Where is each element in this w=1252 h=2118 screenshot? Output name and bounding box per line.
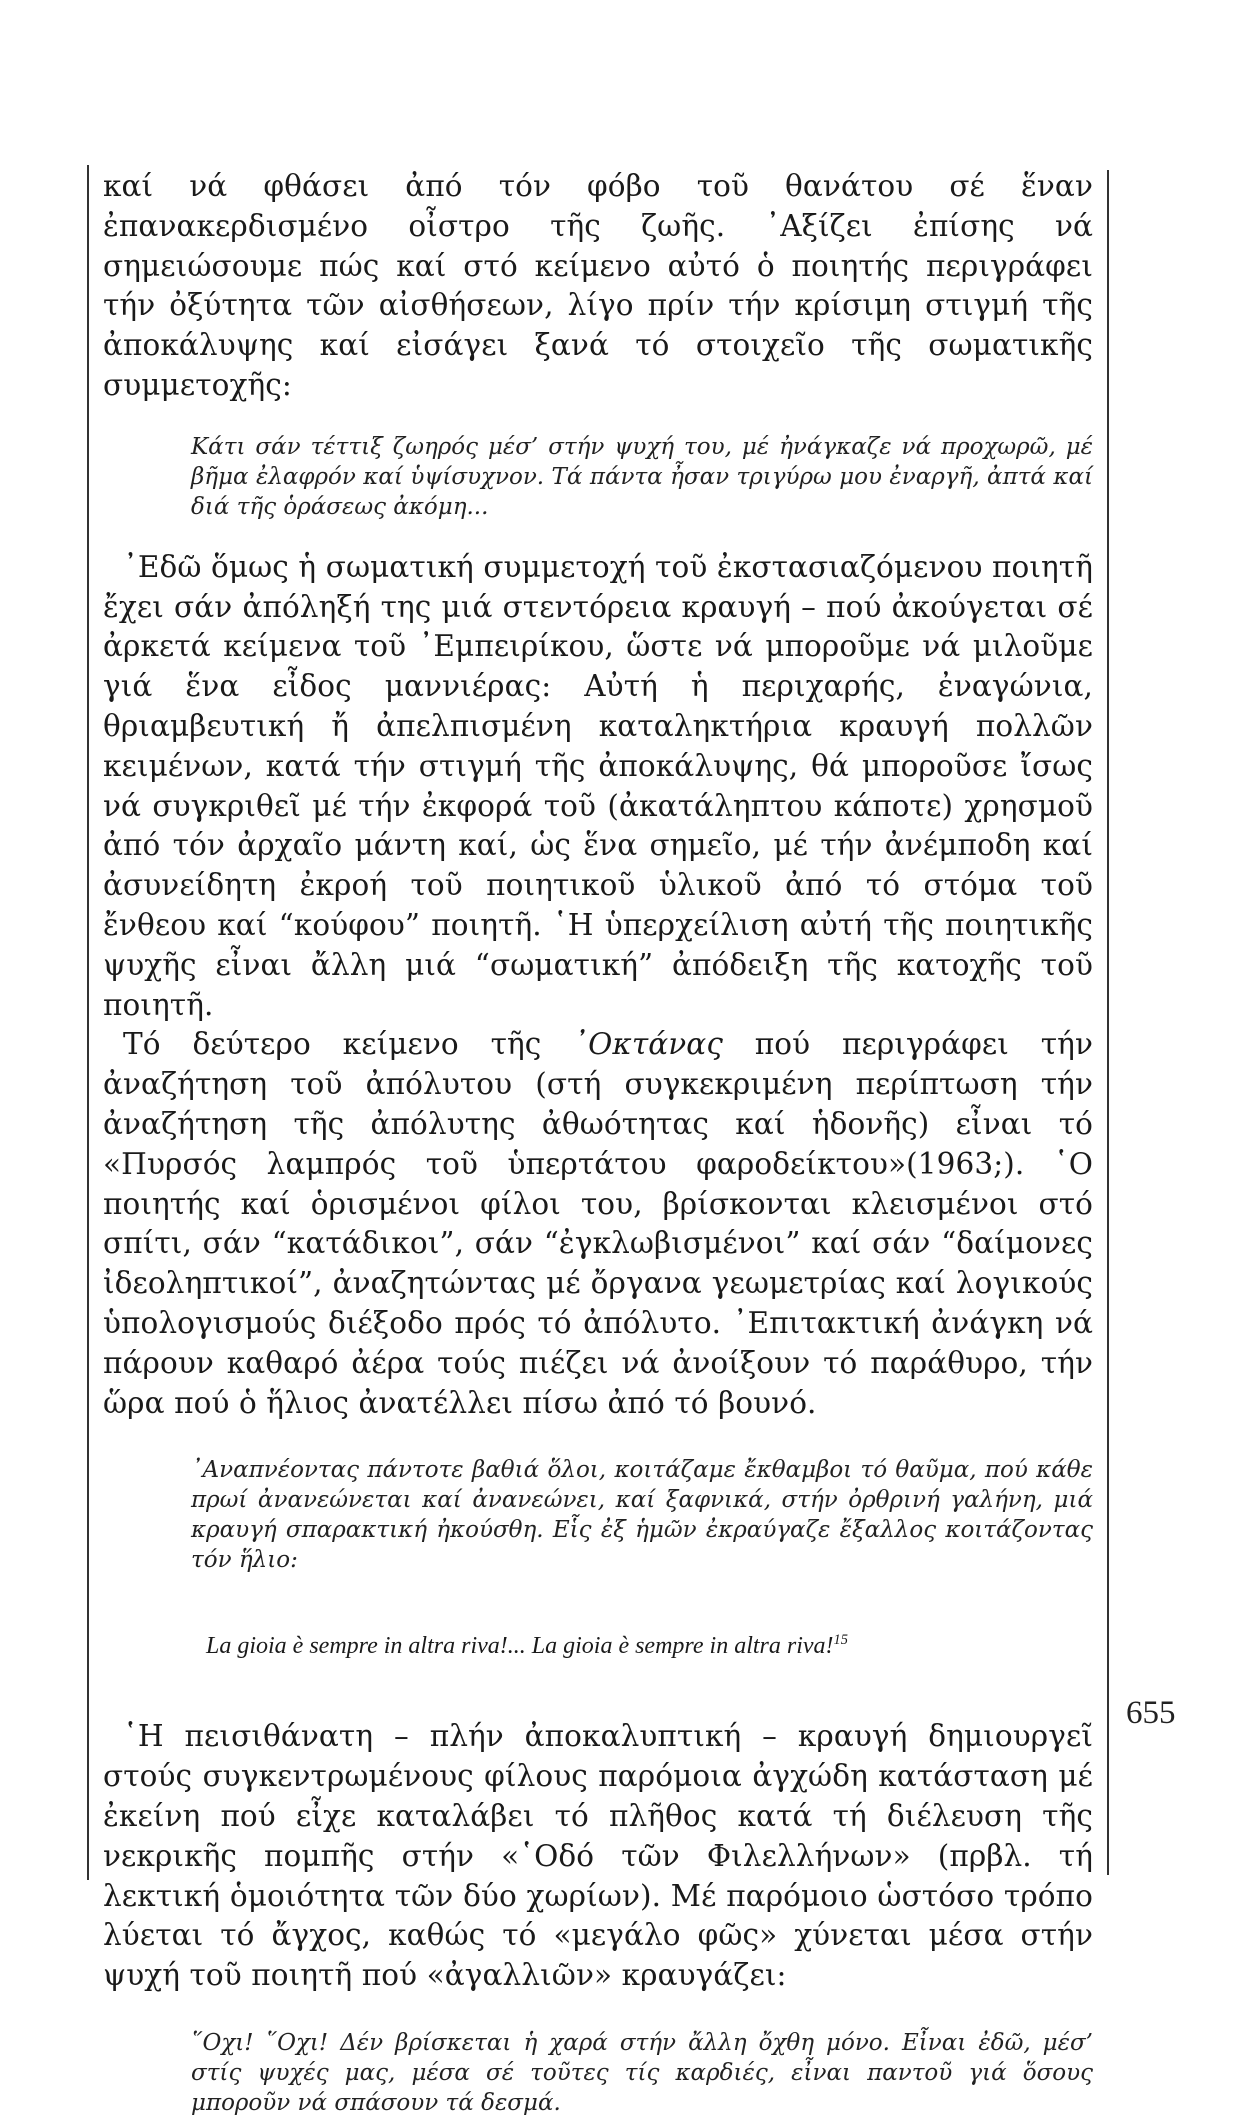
italian-quote: [206, 1625, 1093, 1661]
paragraph-1: καί νά φθάσει ἀπό τόν φόβο τοῦ θανάτου σέ ἕναν ἐπανακερδισμένο οἶστρο τῆς ζωῆς. ᾿Αξίζει ἐπίσης νά σημειώσουμε πώς καί στό κείμενο αὐτό ὁ ποιητής περιγράφει τήν ὀξύτητα τῶν αἰσθήσεων, λίγο πρίν τήν κρίσιμη στιγμή τῆς ἀποκάλυψης καί εἰσάγει ξανά τό στοιχεῖο τῆς σωματικῆς συμμετοχῆς:: [103, 169, 1093, 402]
quote-1: Κάτι σάν τέττιξ ζωηρός μέσ’ στήν ψυχή του, μέ ἠνάγκαζε νά προχωρῶ, μέ βῆμα ἐλαφρόν καί ὑψίσυχνον. Τά πάντα ἦσαν τριγύρω μου ἐναργῆ, ἀπτά καί διά τῆς ὁράσεως ἀκόμη...: [191, 433, 1093, 520]
page-number: 655: [1126, 1695, 1176, 1731]
paragraph-3-rest: πού περιγράφει τήν ἀναζήτηση τοῦ ἀπόλυτου (στή συγκεκριμένη περίπτωση τήν ἀναζήτηση τῆς ἀπόλυτης ἀθωότητας καί ἡδονῆς) εἶναι τό «Πυρσός λαμπρός τοῦ ὑπερτάτου φαροδείκτου»(1963;). ῾Ο ποιητής καί ὁρισμένοι φίλοι του, βρίσκονται κλεισμένοι στό σπίτι, σάν “κατάδικοι”, σάν “ἐγκλωβισμένοι” καί σάν “δαίμονες ἰδεοληπτικοί”, ἀναζητώντας μέ ὄργανα γεωμετρίας καί λογικούς ὑπολογισμούς διέξοδο πρός τό ἀπόλυτο. ᾿Επιτακτική ἀνάγκη νά πάρουν καθαρό ἀέρα τούς πιέζει νά ἀνοίξουν τό παράθυρο, τήν ὥρα πού ὁ ἥλιος ἀνατέλλει πίσω ἀπό τό βουνό.: [103, 1027, 1093, 1420]
paragraph-2: ᾿Εδῶ ὅμως ἡ σωματική συμμετοχή τοῦ ἐκστασιαζόμενου ποιητῆ ἔχει σάν ἀπόληξή της μιά στεντόρεια κραυγή – πού ἀκούγεται σέ ἀρκετά κείμενα τοῦ ᾿Εμπειρίκου, ὥστε νά μποροῦμε νά μιλοῦμε γιά ἕνα εἶδος μαννιέρας: Αὐτή ἡ περιχαρής, ἐναγώνια, θριαμβευτική ἤ ἀπελπισμένη καταληκτήρια κραυγή πολλῶν κειμένων, κατά τήν στιγμή τῆς ἀποκάλυψης, θά μποροῦσε ἴσως νά συγκριθεῖ μέ τήν ἐκφορά τοῦ (ἀκατάληπτου κάποτε) χρησμοῦ ἀπό τόν ἀρχαῖο μάντη καί, ὡς ἕνα σημεῖο, μέ τήν ἀνέμποδη καί ἀσυνείδητη ἐκροή τοῦ ποιητικοῦ ὑλικοῦ ἀπό τό στόμα τοῦ ἔνθεου καί “κούφου” ποιητῆ. ῾Η ὑπερχείλιση αὐτή τῆς ποιητικῆς ψυχῆς εἶναι ἄλλη μιά “σωματική” ἀπόδειξη τῆς κατοχῆς τοῦ ποιητῆ.: [103, 549, 1093, 1022]
italian-quote-text: La gioia è sempre in altra riva!... La gioia è sempre in altra riva!: [206, 1633, 834, 1660]
quote-3: ῞Οχι! ῞Οχι! Δέν βρίσκεται ἡ χαρά στήν ἄλλη ὄχθη μόνο. Εἶναι ἐδῶ, μέσ’ στίς ψυχές μας, μέσα σέ τοῦτες τίς καρδιές, εἶναι παντοῦ γιά ὅσους μποροῦν νά σπάσουν τά δεσμά.: [191, 2029, 1093, 2116]
footnote-reference: 15: [833, 1632, 848, 1649]
right-margin-rule: [1107, 170, 1109, 1875]
quote-2: ᾿Αναπνέοντας πάντοτε βαθιά ὅλοι, κοιτάζαμε ἔκθαμβοι τό θαῦμα, πού κάθε πρωί ἀνανεώνεται καί ἀνανεώνει, καί ξαφνικά, στήν ὀρθρινή γαλήνη, μιά κραυγή σπαρακτική ἠκούσθη. Εἷς ἐξ ἡμῶν ἐκραύγαζε ἔξαλλος κοιτάζοντας τόν ἥλιο:: [191, 1457, 1093, 1574]
paragraph-3-start: Τό δεύτερο κείμενο τῆς: [123, 1027, 574, 1062]
book-title-oktana: ᾿Οκτάνας: [573, 1027, 723, 1062]
page-body: [103, 167, 1093, 2118]
paragraph-4: ῾Η πεισιθάνατη – πλήν ἀποκαλυπτική – κραυγή δημιουργεῖ στούς συγκεντρωμένους φίλους παρόμοια ἀγχώδη κατάσταση μέ ἐκείνη πού εἶχε καταλάβει τό πλῆθος κατά τή διέλευση τῆς νεκρικῆς πομπῆς στήν «῾Οδό τῶν Φιλελλήνων» (πρβλ. τή λεκτική ὁμοιότητα τῶν δύο χωρίων). Μέ παρόμοιο ὡστόσο τρόπο λύεται τό ἄγχος, καθώς τό «μεγάλο φῶς» χύνεται μέσα στήν ψυχή τοῦ ποιητῆ πού «ἀγαλλιῶν» κραυγάζει:: [103, 1719, 1093, 1993]
paragraph-3: [103, 1025, 1093, 1423]
left-margin-rule: [87, 165, 89, 1880]
